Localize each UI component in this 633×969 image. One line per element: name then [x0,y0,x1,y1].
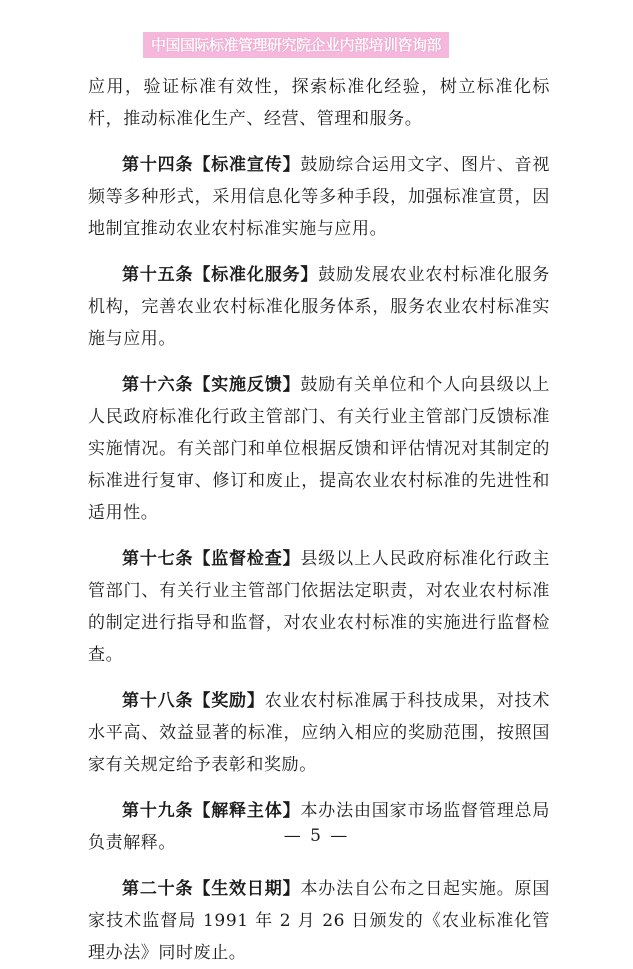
article-number: 第二十条 [122,879,194,899]
article-title: 【生效日期】 [193,879,301,899]
article-number: 第十四条 [122,155,194,175]
watermark-banner: 中国国际标准管理研究院企业内部培训咨询部 [143,32,449,58]
article-text: 县级以上人民政府标准化行政主管部门、有关行业主管部门依据法定职责，对农业农村标准的制定进行指导和监督，对农业农村标准的实施进行监督检查。 [88,549,550,665]
article-18 [88,685,550,781]
article-number: 第十八条 [122,691,194,711]
article-number: 第十六条 [122,375,194,395]
article-15 [88,259,550,355]
lead-paragraph: 应用，验证标准有效性，探索标准化经验，树立标准化标杆，推动标准化生产、经营、管理和服务。 [88,77,550,129]
article-text: 本办法由国家市场监督管理总局负责解释。 [88,801,550,853]
article-title: 【标准宣传】 [193,155,301,175]
article-title: 【实施反馈】 [193,375,301,395]
article-title: 【标准化服务】 [193,265,319,285]
article-20 [88,873,550,969]
article-16 [88,369,550,529]
article-17 [88,543,550,671]
article-text: 鼓励发展农业农村标准化服务机构，完善农业农村标准化服务体系，服务农业农村标准实施与应用。 [88,265,550,349]
article-title: 【解释主体】 [193,801,301,821]
page-number: — 5 — [283,826,350,846]
article-number: 第十九条 [122,801,194,821]
article-text: 鼓励有关单位和个人向县级以上人民政府标准化行政主管部门、有关行业主管部门反馈标准实施情况。有关部门和单位根据反馈和评估情况对其制定的标准进行复审、修订和废止，提高农业农村标准的先进性和适用性。 [88,375,550,523]
article-text: 本办法自公布之日起实施。原国家技术监督局 1991 年 2 月 26 日颁发的《农业标准化管理办法》同时废止。 [88,879,550,963]
article-title: 【监督检查】 [193,549,301,569]
article-number: 第十七条 [122,549,194,569]
article-number: 第十五条 [122,265,194,285]
article-text: 鼓励综合运用文字、图片、音视频等多种形式，采用信息化等多种手段，加强标准宣贯，因地制宜推动农业农村标准实施与应用。 [88,155,550,239]
article-14 [88,149,550,245]
article-text: 农业农村标准属于科技成果，对技术水平高、效益显著的标准，应纳入相应的奖励范围，按照国家有关规定给予表彰和奖励。 [88,691,550,775]
article-title: 【奖励】 [193,691,265,711]
